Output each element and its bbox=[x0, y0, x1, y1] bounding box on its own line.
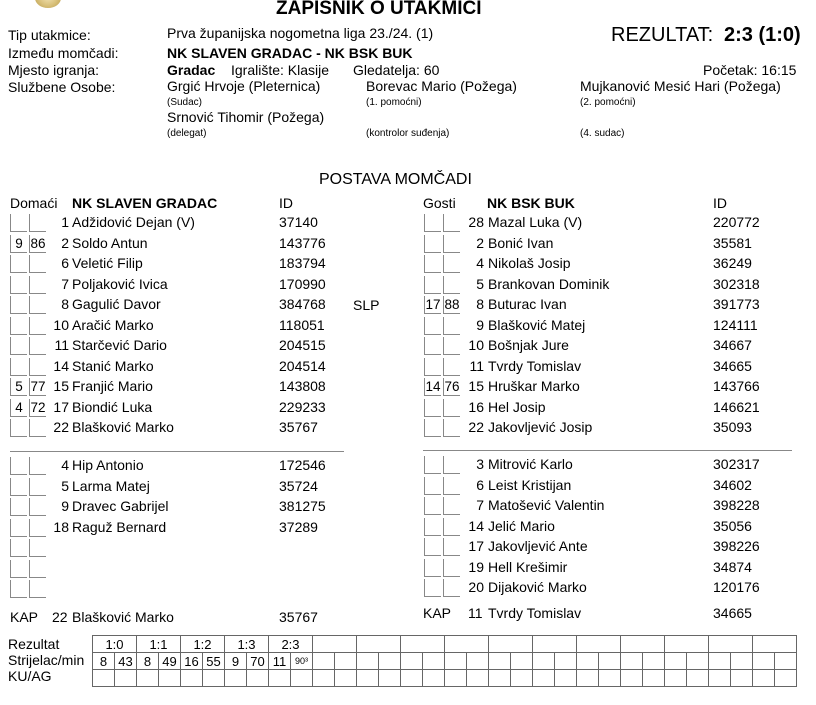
sub-number-box bbox=[424, 456, 441, 474]
sub-minute-box bbox=[29, 337, 46, 355]
sub-number-box: 17 bbox=[425, 297, 441, 312]
sub-minute-box bbox=[29, 358, 46, 376]
sub-minute-box bbox=[443, 518, 460, 536]
sub-minute-box bbox=[443, 477, 460, 495]
scorer-minute-cell bbox=[423, 653, 445, 670]
player-number: 22 bbox=[53, 419, 69, 435]
sub-minute-box bbox=[443, 214, 460, 232]
player-number: 15 bbox=[468, 378, 484, 394]
sub-number-box bbox=[424, 214, 441, 232]
player-id: 120176 bbox=[713, 579, 760, 595]
player-id: 302317 bbox=[713, 456, 760, 472]
kuag-cell bbox=[93, 670, 115, 687]
kuag-cell bbox=[181, 670, 203, 687]
player-number: 6 bbox=[476, 476, 484, 493]
player-number: 6 bbox=[61, 255, 69, 271]
home-kap-num: 22 bbox=[52, 609, 68, 625]
kuag-cell bbox=[621, 670, 643, 687]
player-id: 34665 bbox=[713, 357, 752, 374]
scorer-minute-cell bbox=[467, 653, 489, 670]
sub-minute-box: 77 bbox=[30, 379, 46, 394]
strijelac-row-label: Strijelac/min bbox=[8, 652, 85, 668]
player-name: Soldo Antun bbox=[72, 234, 148, 251]
sub-minute-box bbox=[443, 358, 460, 376]
sub-minute-box bbox=[443, 538, 460, 556]
score-cell bbox=[533, 636, 577, 653]
player-name: Mitrović Karlo bbox=[488, 456, 573, 472]
score-cell: 1:3 bbox=[225, 636, 269, 653]
sub-number-box bbox=[10, 539, 27, 557]
sub-number-box bbox=[10, 214, 27, 232]
player-id: 398228 bbox=[713, 497, 760, 513]
official-name: Grgić Hrvoje (Pleternica) bbox=[167, 78, 321, 94]
player-number: 11 bbox=[469, 357, 484, 374]
kuag-cell bbox=[423, 670, 445, 687]
official-name: Mujkanović Mesić Hari (Požega) bbox=[580, 78, 781, 94]
away-kap-id: 34665 bbox=[713, 605, 752, 621]
kuag-cell bbox=[467, 670, 489, 687]
sub-number-box bbox=[10, 580, 27, 598]
scorer-player-cell: 8 bbox=[137, 653, 159, 670]
player-name: Franjić Mario bbox=[72, 378, 153, 394]
player-id: 35724 bbox=[279, 477, 318, 494]
score-cell bbox=[577, 636, 621, 653]
player-number: 14 bbox=[468, 517, 484, 534]
player-id: 34874 bbox=[713, 558, 752, 575]
scorer-minute-cell: 90³ bbox=[291, 653, 313, 670]
kuag-cell bbox=[665, 670, 687, 687]
izmedu-value: NK SLAVEN GRADAC - NK BSK BUK bbox=[167, 45, 413, 61]
mjesto-label: Mjesto igranja: bbox=[8, 62, 100, 78]
kuag-cell bbox=[445, 670, 467, 687]
player-name: Hell Krešimir bbox=[488, 558, 568, 575]
sluzbene-label: Službene Osobe: bbox=[8, 79, 116, 95]
scorer-minute-cell bbox=[511, 653, 533, 670]
sub-minute-box bbox=[29, 560, 46, 578]
scorer-minute-cell bbox=[731, 653, 753, 670]
scorer-player-cell bbox=[621, 653, 643, 670]
score-cell bbox=[709, 636, 753, 653]
scorer-minute-cell bbox=[643, 653, 665, 670]
sub-minute-box bbox=[29, 457, 46, 475]
player-id: 384768 bbox=[279, 296, 326, 312]
player-number: 10 bbox=[53, 316, 69, 333]
scorer-player-cell: 11 bbox=[269, 653, 291, 670]
kuag-cell bbox=[335, 670, 357, 687]
away-kap-num: 11 bbox=[468, 605, 483, 621]
player-number: 17 bbox=[468, 538, 484, 554]
sub-minute-box bbox=[443, 276, 460, 294]
kuag-cell bbox=[753, 670, 775, 687]
kuag-cell bbox=[357, 670, 379, 687]
scorer-player-cell bbox=[665, 653, 687, 670]
player-number: 1 bbox=[61, 214, 69, 230]
player-name: Raguž Bernard bbox=[72, 518, 167, 535]
player-name: Brankovan Dominik bbox=[488, 275, 610, 292]
scorer-player-cell bbox=[577, 653, 599, 670]
score-cell bbox=[665, 636, 709, 653]
player-number: 19 bbox=[468, 558, 484, 575]
player-name: Hel Josip bbox=[488, 398, 546, 415]
score-cell: 1:2 bbox=[181, 636, 225, 653]
player-number: 9 bbox=[61, 498, 69, 514]
player-number: 8 bbox=[61, 296, 69, 312]
score-cell: 1:0 bbox=[93, 636, 137, 653]
scorer-minute-cell bbox=[687, 653, 709, 670]
sub-number-box bbox=[424, 276, 441, 294]
sub-minute-box bbox=[443, 399, 460, 417]
scorer-player-cell bbox=[401, 653, 423, 670]
player-name: Larma Matej bbox=[72, 477, 150, 494]
player-id: 204515 bbox=[279, 337, 326, 353]
kuag-cell bbox=[489, 670, 511, 687]
player-number: 5 bbox=[476, 275, 484, 292]
sub-number-box bbox=[424, 497, 441, 515]
player-number: 4 bbox=[476, 255, 484, 271]
sub-number-box bbox=[424, 337, 441, 355]
official-role: (Sudac) bbox=[167, 97, 203, 108]
player-name: Dravec Gabrijel bbox=[72, 498, 169, 514]
kuag-cell bbox=[709, 670, 731, 687]
home-id-header: ID bbox=[279, 195, 293, 211]
away-kap-label: KAP bbox=[423, 605, 452, 621]
kuag-cell bbox=[203, 670, 225, 687]
izmedu-label: Između momčadi: bbox=[8, 45, 119, 61]
player-name: Bošnjak Jure bbox=[488, 337, 569, 353]
player-name: Starčević Dario bbox=[72, 337, 167, 353]
kuag-cell bbox=[401, 670, 423, 687]
scorer-minute-cell: 49 bbox=[159, 653, 181, 670]
home-kap-label: KAP bbox=[10, 609, 39, 625]
rezultat-label: REZULTAT: bbox=[611, 24, 714, 46]
kuag-cell bbox=[115, 670, 137, 687]
official-role: (4. sudac) bbox=[580, 128, 625, 139]
sub-minute-box bbox=[29, 214, 46, 232]
score-cell bbox=[753, 636, 797, 653]
score-cell bbox=[445, 636, 489, 653]
player-name: Leist Kristijan bbox=[488, 476, 572, 493]
official-role: (1. pomoćni) bbox=[366, 97, 422, 108]
kuag-cell bbox=[247, 670, 269, 687]
sub-number-box: 9 bbox=[10, 235, 27, 253]
sub-minute-box bbox=[443, 579, 460, 597]
sub-number-box bbox=[10, 498, 27, 516]
sub-number-box bbox=[424, 477, 441, 495]
player-id: 34602 bbox=[713, 476, 752, 493]
player-id: 170990 bbox=[279, 275, 326, 292]
score-cell bbox=[313, 636, 357, 653]
player-number: 7 bbox=[476, 497, 484, 513]
sub-number-box bbox=[424, 579, 441, 597]
kuag-cell bbox=[511, 670, 533, 687]
player-name: Stanić Marko bbox=[72, 357, 154, 374]
scorer-player-cell bbox=[533, 653, 555, 670]
kuag-cell bbox=[313, 670, 335, 687]
sub-number-box bbox=[10, 317, 27, 335]
player-name: Biondić Luka bbox=[72, 398, 153, 415]
player-name: Hip Antonio bbox=[72, 457, 144, 473]
kuag-cell bbox=[577, 670, 599, 687]
player-id: 143776 bbox=[279, 234, 326, 251]
player-id: 146621 bbox=[713, 398, 760, 415]
sub-minute-box bbox=[29, 539, 46, 557]
sub-number-box bbox=[10, 358, 27, 376]
kuag-cell bbox=[379, 670, 401, 687]
kuag-cell bbox=[775, 670, 797, 687]
score-cell: 1:1 bbox=[137, 636, 181, 653]
sub-minute-box bbox=[443, 559, 460, 577]
home-team-name: NK SLAVEN GRADAC bbox=[72, 195, 218, 211]
kuag-cell bbox=[555, 670, 577, 687]
kuag-cell bbox=[269, 670, 291, 687]
score-cell: 2:3 bbox=[269, 636, 313, 653]
official-name: Borevac Mario (Požega) bbox=[366, 78, 517, 94]
kuag-cell bbox=[533, 670, 555, 687]
sub-minute-box bbox=[29, 519, 46, 537]
scorer-minute-cell: 70 bbox=[247, 653, 269, 670]
official-role: (kontrolor suđenja) bbox=[366, 128, 450, 139]
sub-minute-box bbox=[29, 580, 46, 598]
sub-minute-box: 76 bbox=[444, 379, 460, 394]
sub-number-box bbox=[424, 255, 441, 273]
kuag-cell bbox=[291, 670, 313, 687]
federation-logo-icon bbox=[35, 0, 61, 8]
player-number: 7 bbox=[61, 275, 69, 292]
sub-minute-box bbox=[443, 235, 460, 253]
kuag-cell bbox=[687, 670, 709, 687]
pocetak: Početak: 16:15 bbox=[703, 62, 797, 78]
kuag-cell bbox=[137, 670, 159, 687]
away-id-header: ID bbox=[713, 195, 727, 211]
score-cell bbox=[489, 636, 533, 653]
igraliste: Igralište: Klasije bbox=[231, 62, 330, 78]
tip-label: Tip utakmice: bbox=[8, 27, 91, 43]
kuag-cell bbox=[599, 670, 621, 687]
player-number: 8 bbox=[476, 296, 484, 312]
player-number: 16 bbox=[468, 398, 484, 415]
kuag-cell bbox=[731, 670, 753, 687]
sub-number-box bbox=[424, 235, 441, 253]
home-kap-id: 35767 bbox=[279, 609, 318, 625]
away-team-name: NK BSK BUK bbox=[487, 195, 575, 211]
scorer-player-cell bbox=[753, 653, 775, 670]
rezultat-value: 2:3 (1:0) bbox=[724, 24, 801, 46]
player-id: 183794 bbox=[279, 255, 326, 271]
divider bbox=[10, 451, 344, 452]
scorer-minute-cell: 55 bbox=[203, 653, 225, 670]
player-name: Jelić Mario bbox=[488, 517, 555, 534]
sub-number-box bbox=[10, 478, 27, 496]
tip-value: Prva županijska nogometna liga 23./24. (1) bbox=[167, 25, 434, 41]
sub-minute-box bbox=[29, 255, 46, 273]
player-number: 2 bbox=[476, 234, 484, 251]
scorer-player-cell bbox=[709, 653, 731, 670]
player-id: 37289 bbox=[279, 518, 318, 535]
player-id: 302318 bbox=[713, 275, 760, 292]
sub-number-box bbox=[424, 518, 441, 536]
official-role: (2. pomoćni) bbox=[580, 97, 636, 108]
scoring-table bbox=[92, 635, 797, 687]
player-id: 229233 bbox=[279, 398, 326, 415]
player-number: 2 bbox=[61, 234, 69, 251]
sub-number-box: 4 bbox=[10, 399, 27, 417]
player-number: 4 bbox=[61, 457, 69, 473]
sub-number-box bbox=[424, 399, 441, 417]
sub-number-box bbox=[10, 255, 27, 273]
player-number: 17 bbox=[53, 398, 69, 415]
player-name: Tvrdy Tomislav bbox=[488, 357, 582, 374]
kuag-cell bbox=[643, 670, 665, 687]
player-id: 118051 bbox=[279, 316, 325, 333]
player-number: 15 bbox=[53, 378, 69, 394]
player-name: Bonić Ivan bbox=[488, 234, 554, 251]
mjesto-value: Gradac bbox=[167, 62, 216, 78]
sub-minute-box bbox=[29, 419, 46, 437]
sub-number-box bbox=[10, 276, 27, 294]
player-number: 18 bbox=[53, 518, 69, 535]
sub-minute-box: 86 bbox=[30, 235, 46, 251]
sub-minute-box bbox=[29, 296, 46, 314]
player-id: 220772 bbox=[713, 214, 760, 230]
player-name: Matošević Valentin bbox=[488, 497, 605, 513]
scorer-player-cell: 16 bbox=[181, 653, 203, 670]
player-id: 35093 bbox=[713, 419, 752, 435]
player-name: Jakovljević Josip bbox=[488, 419, 593, 435]
player-name: Dijaković Marko bbox=[488, 579, 587, 595]
player-id: 172546 bbox=[279, 457, 326, 473]
sub-number-box bbox=[10, 419, 27, 437]
player-number: 5 bbox=[61, 477, 69, 494]
player-id: 35056 bbox=[713, 517, 752, 534]
away-label: Gosti bbox=[423, 195, 456, 211]
scorer-player-cell: 9 bbox=[225, 653, 247, 670]
player-number: 11 bbox=[54, 337, 69, 353]
scorer-minute-cell bbox=[379, 653, 401, 670]
kuag-cell bbox=[159, 670, 181, 687]
sub-minute-box bbox=[29, 317, 46, 335]
player-number: 3 bbox=[476, 456, 484, 472]
sub-minute-box bbox=[29, 276, 46, 294]
score-cell bbox=[357, 636, 401, 653]
lineup-title: POSTAVA MOMČADI bbox=[319, 171, 472, 188]
official-role: (delegat) bbox=[167, 128, 207, 139]
player-number: 10 bbox=[468, 337, 484, 353]
scorer-minute-cell bbox=[335, 653, 357, 670]
sub-number-box: 5 bbox=[10, 378, 27, 396]
sub-minute-box: 88 bbox=[444, 297, 460, 312]
sub-minute-box bbox=[443, 337, 460, 355]
sub-number-box bbox=[424, 419, 441, 437]
player-number: 28 bbox=[468, 214, 484, 230]
sub-minute-box bbox=[443, 317, 460, 335]
player-number: 9 bbox=[476, 316, 484, 333]
score-cell bbox=[621, 636, 665, 653]
player-id: 35581 bbox=[713, 234, 752, 251]
scorer-player-cell bbox=[313, 653, 335, 670]
sub-minute-box bbox=[443, 456, 460, 474]
sub-minute-box bbox=[443, 255, 460, 273]
player-id: 204514 bbox=[279, 357, 326, 374]
sub-number-box: 14 bbox=[425, 379, 441, 394]
kuag-row-label: KU/AG bbox=[8, 668, 52, 684]
player-name: Aračić Marko bbox=[72, 316, 154, 333]
player-number: 20 bbox=[468, 579, 484, 595]
sub-number-box bbox=[10, 337, 27, 355]
player-id: 143808 bbox=[279, 378, 326, 394]
page-title: ZAPISNIK O UTAKMICI bbox=[276, 0, 482, 19]
sub-number-box bbox=[10, 519, 27, 537]
rezultat-row-label: Rezultat bbox=[8, 636, 60, 652]
player-id: 381275 bbox=[279, 498, 326, 514]
player-name: Poljaković Ivica bbox=[72, 275, 168, 292]
scorer-player-cell bbox=[489, 653, 511, 670]
scorer-player-cell bbox=[357, 653, 379, 670]
home-kap-name: Blašković Marko bbox=[72, 609, 174, 625]
kuag-cell bbox=[225, 670, 247, 687]
scorer-minute-cell bbox=[775, 653, 797, 670]
sub-number-box bbox=[10, 296, 27, 314]
player-name: Nikolaš Josip bbox=[488, 255, 571, 271]
player-id: 398226 bbox=[713, 538, 760, 554]
scorer-minute-cell: 43 bbox=[115, 653, 137, 670]
sub-minute-box bbox=[29, 498, 46, 516]
player-name: Hruškar Marko bbox=[488, 378, 580, 394]
gledatelja: Gledatelja: 60 bbox=[353, 62, 440, 78]
player-name: Mazal Luka (V) bbox=[488, 214, 583, 230]
scorer-minute-cell bbox=[599, 653, 621, 670]
player-name: Adžidović Dejan (V) bbox=[72, 214, 195, 230]
sub-number-box bbox=[424, 317, 441, 335]
score-cell bbox=[401, 636, 445, 653]
divider bbox=[423, 450, 792, 451]
player-name: Blašković Marko bbox=[72, 419, 174, 435]
player-name: Gagulić Davor bbox=[72, 296, 161, 312]
player-id: 35767 bbox=[279, 419, 318, 435]
sub-number-box bbox=[424, 358, 441, 376]
player-id: 124111 bbox=[713, 316, 758, 333]
sub-number-box bbox=[424, 538, 441, 556]
sub-number-box bbox=[10, 457, 27, 475]
player-name: Veletić Filip bbox=[72, 255, 143, 271]
player-id: 391773 bbox=[713, 296, 760, 312]
away-kap-name: Tvrdy Tomislav bbox=[488, 605, 582, 621]
official-name: Srnović Tihomir (Požega) bbox=[167, 109, 325, 125]
player-id: 37140 bbox=[279, 214, 318, 230]
scorer-minute-cell bbox=[555, 653, 577, 670]
player-id: 143766 bbox=[713, 378, 760, 394]
sub-number-box bbox=[424, 559, 441, 577]
player-id: 34667 bbox=[713, 337, 752, 353]
slp-label: SLP bbox=[353, 297, 380, 313]
player-number: 14 bbox=[53, 357, 69, 374]
player-name: Buturac Ivan bbox=[488, 296, 567, 312]
player-name: Jakovljević Ante bbox=[488, 538, 588, 554]
scorer-player-cell bbox=[445, 653, 467, 670]
home-label: Domaći bbox=[10, 195, 58, 211]
player-name: Blašković Matej bbox=[488, 316, 586, 333]
sub-number-box bbox=[10, 560, 27, 578]
player-id: 36249 bbox=[713, 255, 752, 271]
scorer-player-cell: 8 bbox=[93, 653, 115, 670]
sub-minute-box: 72 bbox=[30, 399, 46, 415]
player-number: 22 bbox=[468, 419, 484, 435]
sub-minute-box bbox=[443, 419, 460, 437]
sub-minute-box bbox=[443, 497, 460, 515]
sub-minute-box bbox=[29, 478, 46, 496]
